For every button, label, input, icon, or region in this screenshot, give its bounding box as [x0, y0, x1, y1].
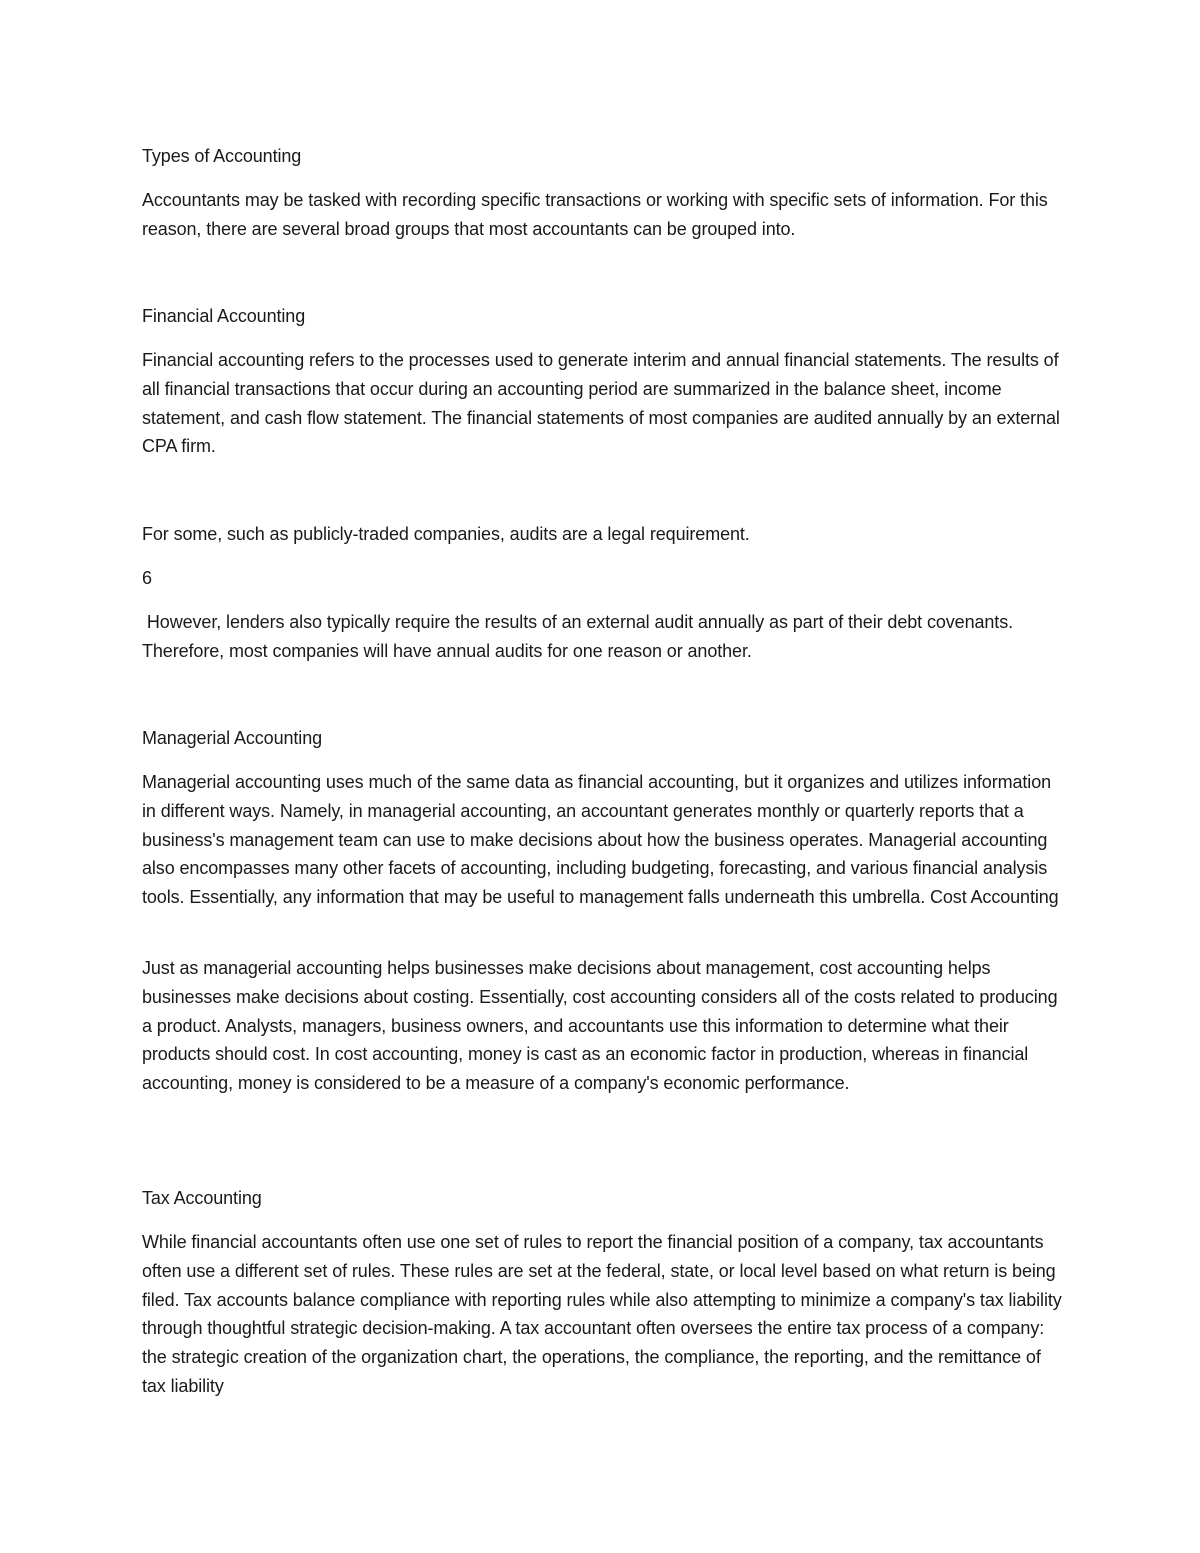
intro-paragraph: Accountants may be tasked with recording specific transactions or working with specific sets of information. For this reason, there are several broad groups that most accountants can be grouped into.	[142, 190, 1048, 239]
document-title: Types of Accounting	[142, 146, 302, 166]
audit-requirement-paragraph: For some, such as publicly-traded companies, audits are a legal requirement.	[142, 524, 750, 544]
lenders-audit-paragraph: However, lenders also typically require the results of an external audit annually as part of their debt covenants. Therefore, most companies will have annual audits for one reason or another.	[142, 612, 1018, 661]
financial-accounting-paragraph: Financial accounting refers to the processes used to generate interim and annual financial statements. The results of all financial transactions that occur during an accounting period are summarized in the balance sheet, income statement, and cash flow statement. The financial statements of most companies are audited annually by an external CPA firm.	[142, 350, 1060, 457]
financial-accounting-heading: Financial Accounting	[142, 306, 306, 326]
tax-accounting-heading: Tax Accounting	[142, 1188, 262, 1208]
page-marker: 6	[142, 568, 152, 588]
managerial-accounting-heading: Managerial Accounting	[142, 728, 323, 748]
cost-accounting-paragraph: Just as managerial accounting helps businesses make decisions about management, cost accounting helps businesses make decisions about costing. Essentially, cost accounting considers all of the costs related to producing a product. Analysts, managers, business owners, and accountants use this information to determine what their products should cost. In cost accounting, money is cast as an economic factor in production, whereas in financial accounting, money is considered to be a measure of a company's economic performance.	[142, 958, 1058, 1094]
tax-accounting-paragraph: While financial accountants often use one set of rules to report the financial position of a company, tax accountants often use a different set of rules. These rules are set at the federal, state, or local level based on what return is being filed. Tax accounts balance compliance with reporting rules while also attempting to minimize a company's tax liability through thoughtful strategic decision-making. A tax accountant often oversees the entire tax process of a company: the strategic creation of the organization chart, the operations, the compliance, the reporting, and the remittance of tax liability	[142, 1232, 1062, 1396]
managerial-accounting-paragraph: Managerial accounting uses much of the same data as financial accounting, but it organizes and utilizes information in different ways. Namely, in managerial accounting, an accountant generates monthly or quarterly reports that a business's management team can use to make decisions about how the business operates. Managerial accounting also encompasses many other facets of accounting, including budgeting, forecasting, and various financial analysis tools. Essentially, any information that may be useful to management falls underneath this umbrella. Cost Accounting	[142, 772, 1059, 908]
